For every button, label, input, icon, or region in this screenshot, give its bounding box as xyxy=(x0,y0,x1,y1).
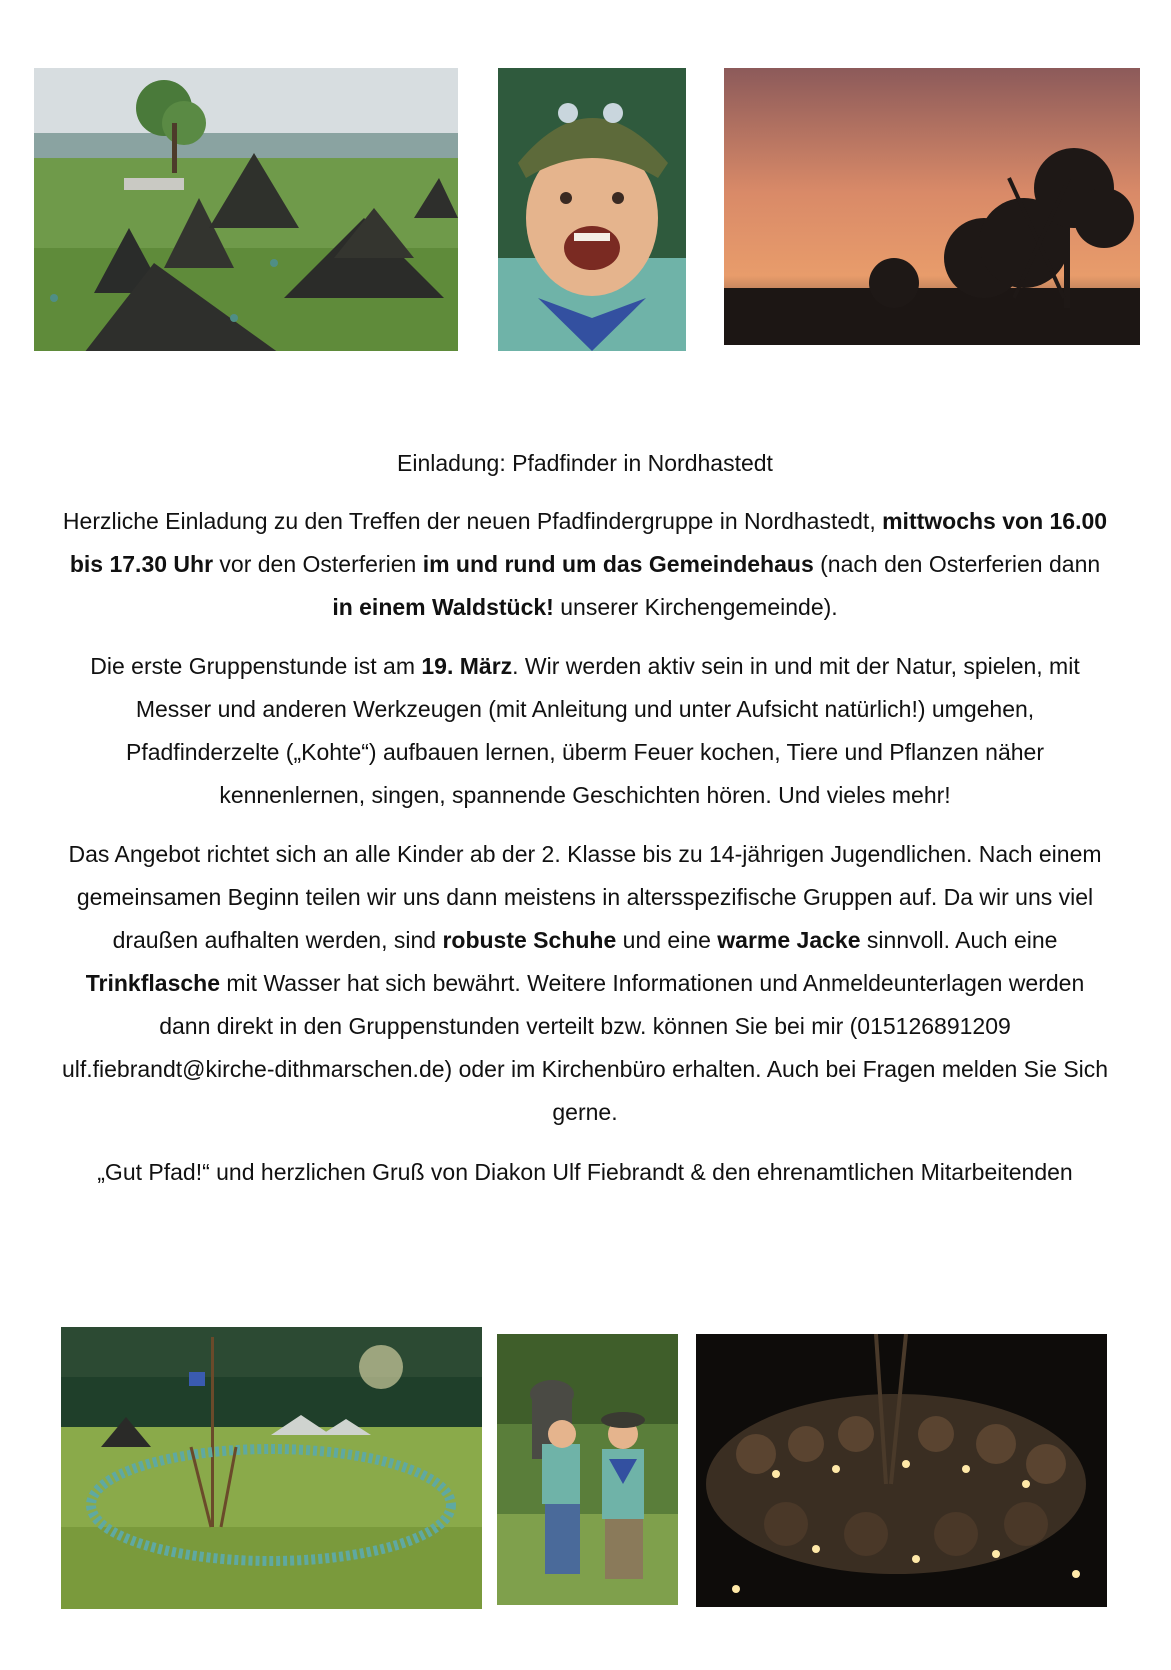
page-title: Einladung: Pfadfinder in Nordhastedt xyxy=(397,450,773,476)
closing-greeting: „Gut Pfad!“ und herzlichen Gruß von Diakon Ulf Fiebrandt & den ehrenamtlichen Mitarbeitenden xyxy=(97,1159,1073,1185)
para1-text-2: vor den Osterferien xyxy=(213,551,423,577)
paragraph-details xyxy=(60,833,1110,1134)
para1-bold-2: im und rund um das Gemeindehaus xyxy=(422,551,814,577)
paragraph-activities xyxy=(60,645,1110,817)
sunset-silhouette-photo xyxy=(724,68,1140,345)
scout-boy-photo xyxy=(498,68,686,351)
para1-bold-3: in einem Waldstück! xyxy=(332,594,554,620)
candle-night-photo xyxy=(696,1334,1107,1607)
hiking-scouts-photo xyxy=(497,1334,678,1605)
tent-camp-photo xyxy=(34,68,458,351)
para1-text-1: Herzliche Einladung zu den Treffen der neuen Pfadfindergruppe in Nordhastedt, xyxy=(62,508,883,534)
para3-text-2: und eine xyxy=(616,927,718,953)
para3-text-3: sinnvoll. Auch eine xyxy=(860,927,1058,953)
para1-text-4: unserer Kirchengemeinde). xyxy=(553,594,838,620)
para3-bold-3: Trinkflasche xyxy=(85,970,220,996)
para3-bold-2: warme Jacke xyxy=(717,927,861,953)
para3-text-4: mit Wasser hat sich bewährt. Weitere Informationen und Anmeldeunterlagen werden dann direkt in den Gruppenstunden verteilt bzw. können Sie bei mir (015126891209 ulf.fiebrandt@kirche-dithmarschen.de) oder im Kirchenbüro erhalten. Auch bei Fragen melden Sie Sich gerne. xyxy=(61,970,1109,1125)
paragraph-meeting-times xyxy=(60,500,1110,629)
para3-bold-1: robuste Schuhe xyxy=(442,927,617,953)
para2-text-2: . Wir werden aktiv sein in und mit der Natur, spielen, mit Messer und anderen Werkzeugen (mit Anleitung und unter Aufsicht natürlich!) umgehen, Pfadfinderzelte („Kohte“) aufbauen lernen, überm Feuer kochen, Tiere und Pflanzen näher kennenlernen, singen, spannende Geschichten hören. Und vieles mehr! xyxy=(125,653,1080,808)
para2-bold-1: 19. März xyxy=(421,653,513,679)
para2-text-1: Die erste Gruppenstunde ist am xyxy=(90,653,422,679)
scout-circle-photo xyxy=(61,1327,482,1609)
para1-text-3: (nach den Osterferien dann xyxy=(813,551,1101,577)
para1-bold-1: mittwochs von 16.00 bis 17.30 Uhr xyxy=(69,508,1108,577)
para3-text-1: Das Angebot richtet sich an alle Kinder ab der 2. Klasse bis zu 14-jährigen Jugendlichen. Nach einem gemeinsamen Beginn teilen wir uns dann meistens in altersspezifische Gruppen auf. Da wir uns viel draußen aufhalten werden, sind xyxy=(68,841,1102,953)
